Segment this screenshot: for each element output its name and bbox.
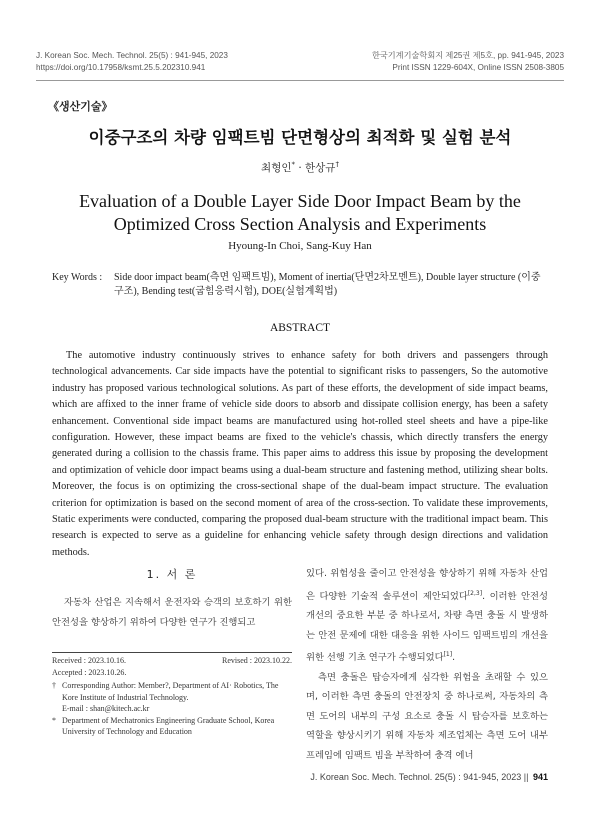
- intro-left-paragraph: 자동차 산업은 지속해서 운전자와 승객의 보호하기 위한 안전성을 향상하기 위하여 다양한 연구가 진행되고: [52, 597, 292, 628]
- revised-date: Revised : 2023.10.22.: [222, 656, 292, 665]
- author-2-mark: †: [335, 160, 339, 169]
- footer-citation: J. Korean Soc. Mech. Technol. 25(5) : 941-945, 2023 ||: [310, 772, 529, 782]
- title-korean: 이중구조의 차량 임팩트빔 단면형상의 최적화 및 실험 분석: [88, 128, 512, 147]
- author-separator: ·: [294, 162, 305, 174]
- affiliation-note: [52, 715, 292, 738]
- author-1-mark: *: [291, 160, 295, 169]
- intro-text-b: . 이러한 안전성 개선의 중요한 부분 중 하나로서, 차량 측면 충돌 시 발생하는 안전 문제에 대한 대응을 위한 사이드 임팩트빔의 개선을 위한 선행 기초 연구가 수행되었다: [306, 590, 548, 664]
- intro-text-a: 있다. 위험성을 줄이고 안전성을 향상하기 위해 자동차 산업은 다양한 기술적 솔루션이 제안되었다: [306, 568, 548, 602]
- intro-heading: 1. 서 론: [146, 568, 198, 581]
- journal-citation-ko: 한국기계기술학회지 제25권 제5호, pp. 941-945, 2023: [371, 51, 564, 60]
- author-2: 한상규: [305, 162, 336, 174]
- footnote-divider: [52, 652, 292, 653]
- header-divider: [36, 80, 564, 81]
- corresponding-author-note: [52, 680, 292, 715]
- intro-text-c: .: [452, 652, 456, 664]
- intro-right-paragraph-2: 측면 충돌은 탑승자에게 심각한 위험을 초래할 수 있으며, 이러한 측면 충돌의 안전장치 중 하나로써, 자동차의 측면 도어의 내부의 구성 요소로 충돌 시 탑승자를 보호하는 역할을 향상시키기 위해 자동차 제조업체는 측면 도어 내부 프레임에 임팩트 빔을 부착하여 충격 에너: [306, 671, 548, 761]
- keywords-label: Key Words :: [52, 272, 103, 283]
- citation-ref[interactable]: [1]: [443, 651, 453, 659]
- author-1: 최형인: [261, 162, 292, 174]
- abstract-heading: ABSTRACT: [269, 322, 331, 334]
- intro-right-column: [306, 564, 548, 765]
- corresponding-author: Corresponding Author: Member?, Department of AI· Robotics, The Kore Institute of Industrial Technology.: [62, 681, 279, 702]
- issn: Print ISSN 1229-604X, Online ISSN 2508-3805: [392, 63, 564, 72]
- header-left: [36, 50, 228, 74]
- citation-ref[interactable]: [2,3]: [467, 589, 483, 597]
- authors-english: Hyoung-In Choi, Sang-Kuy Han: [228, 240, 372, 252]
- keywords-text: Side door impact beam(측면 임팩트빔), Moment of inertia(단면2차모멘트), Double layer structure (이중 구조), Bending test(굽힘응력시험), DOE(실험계획법): [114, 272, 541, 297]
- star-mark: *: [52, 715, 56, 725]
- authors-korean: [0, 160, 600, 175]
- intro-right-paragraph-1: [306, 564, 548, 668]
- intro-left-column: [52, 593, 292, 632]
- doi-link[interactable]: https://doi.org/10.17958/ksmt.25.5.202310.941: [36, 63, 206, 72]
- keywords: [52, 271, 552, 299]
- page-footer: [310, 772, 548, 782]
- affiliation: Department of Mechatronics Engineering Graduate School, Korea University of Technology and Education: [62, 715, 275, 736]
- abstract-paragraph: The automotive industry continuously strives to enhance safety for both drivers and passengers through technological advancements. Car side impacts have the potential to significant risks to passengers, So the automotive industry has proposed various technological solutions. As part of these efforts, the development of side impact beams, which are affixed to the inner frame of vehicle side doors to absorb and dissipate collision energy, has been a safety enhancement. Conventional side impact beams are manufactured using hot-rolled steel sheets and have a pipe-like configuration. However, these impact beams are fixed to the vehicle's chassis, which directly transfers the energy generated during a collision to the chassis frame. This paper aims to address this issue by proposing the development and optimization of vehicle door impact beams using a dual-beam structure and fastening method, utilizing shear bolts. Moreover, the focus is on optimizing the cross-sectional shape of the dual-beam impact structure. The evaluation criterion for optimization is based on the second moment of area of the cross-section. To validate these improvements, Static experiments were conducted, comparing the proposed dual-beam structure with the traditional impact beam. This research is expected to serve as a guideline for enhancing vehicle safety through design directions and validation methods.: [52, 350, 548, 558]
- footnote-notes: [52, 680, 292, 738]
- title-english: Evaluation of a Double Layer Side Door Impact Beam by the Optimized Cross Section Analysis and Experiments: [79, 191, 521, 234]
- email[interactable]: E-mail : shan@kitech.ac.kr: [62, 704, 150, 713]
- abstract-body: [52, 348, 548, 561]
- footnote-dates: [52, 655, 292, 678]
- journal-citation: J. Korean Soc. Mech. Technol. 25(5) : 941-945, 2023: [36, 51, 228, 60]
- page-number: 941: [532, 772, 548, 782]
- header-right: [372, 50, 564, 74]
- section-tag: 《생산기술》: [48, 100, 113, 113]
- dagger-mark: †: [52, 681, 56, 690]
- received-date: Received : 2023.10.16.: [52, 656, 126, 665]
- accepted-date: Accepted : 2023.10.26.: [52, 667, 127, 677]
